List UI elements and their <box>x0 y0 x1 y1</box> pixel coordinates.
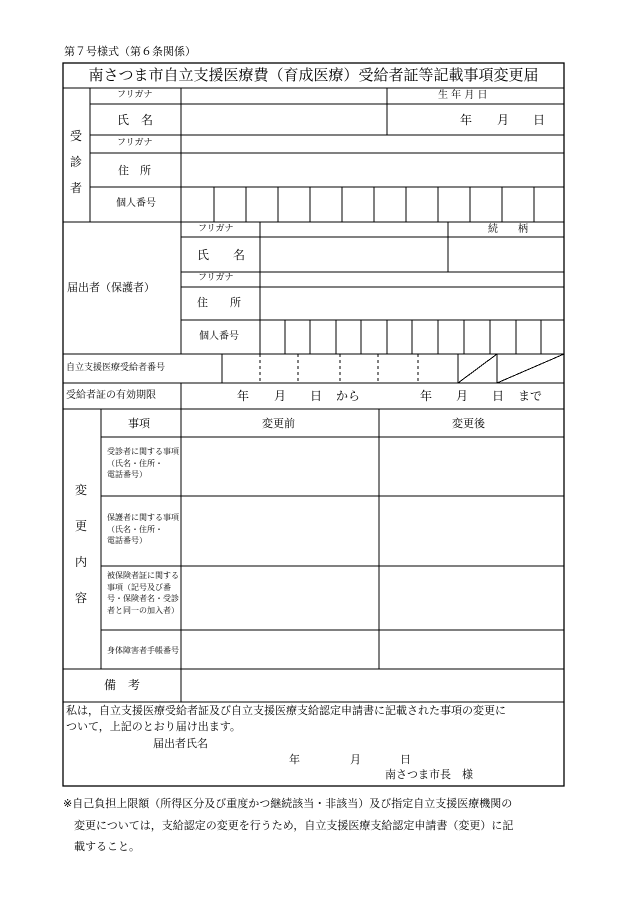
validity-month2: 月 <box>456 389 469 403</box>
remarks-field[interactable] <box>182 670 563 701</box>
footnote: ※自己負担上限額（所得区分及び重度かつ継続該当・非該当）及び指定自立支援医療機関の 変更については，支給認定の変更を行うため，自立支援医療支給認定申請書（変更）に記 載すること。 <box>63 797 514 853</box>
patient-section-char: 診 <box>70 155 83 169</box>
changes-after-header: 変更後 <box>452 417 485 430</box>
validity-to: まで <box>518 389 543 403</box>
patient-mynumber-label: 個人番号 <box>116 198 156 209</box>
patient-furigana-label: フリガナ <box>117 90 153 100</box>
patient-name-label: 氏 名 <box>117 113 154 127</box>
declaration-line2: ついて，上記のとおり届け出ます。 <box>66 720 241 733</box>
patient-section-char: 者 <box>70 181 83 195</box>
birthdate-header: 生 年 月 日 <box>438 90 488 101</box>
validity-from: から <box>336 389 361 403</box>
applicant-mynumber-label: 個人番号 <box>199 331 239 342</box>
applicant-address-label: 住 所 <box>197 296 241 309</box>
validity-year2: 年 <box>420 389 433 403</box>
change-item-guardian: 保護者に関する事項 （氏名・住所・ 電話番号） <box>107 513 179 545</box>
patient-address-label: 住 所 <box>118 164 151 177</box>
applicant-furigana-label: フリガナ <box>198 224 234 234</box>
validity-label: 受給者証の有効期限 <box>66 390 156 401</box>
date-year-label: 年 <box>289 753 300 766</box>
applicant-section-label: 届出者（保護者） <box>67 281 155 294</box>
changes-section-char: 容 <box>75 591 88 605</box>
change-item-disability: 身体障害者手帳番号 <box>107 646 179 655</box>
birth-month-label: 月 <box>497 113 510 127</box>
changes-section-char: 更 <box>75 519 88 533</box>
validity-month1: 月 <box>274 389 287 403</box>
patient-name-field[interactable] <box>182 105 386 134</box>
patient-address-field[interactable] <box>182 154 563 186</box>
changes-section-char: 変 <box>75 483 88 497</box>
changes-before-header: 変更前 <box>262 417 295 430</box>
remarks-label: 備 考 <box>104 678 141 692</box>
date-month-label: 月 <box>350 753 361 766</box>
validity-day2: 日 <box>492 389 505 403</box>
validity-year1: 年 <box>237 389 250 403</box>
validity-day1: 日 <box>310 389 323 403</box>
date-day-label: 日 <box>400 753 411 766</box>
patient-furigana2-label: フリガナ <box>117 138 153 148</box>
change-after-patient-field[interactable] <box>380 438 563 495</box>
birth-day-label: 日 <box>533 113 546 127</box>
recipient-number-label: 自立支援医療受給者番号 <box>66 363 166 373</box>
applicant-address-field[interactable] <box>261 288 563 319</box>
changes-item-header: 事項 <box>128 417 150 430</box>
form-number: 第７号様式（第６条関係） <box>64 45 196 58</box>
change-item-insurance: 被保険者証に関する 事項（記号及び番 号・保険者名・受診 者と同一の加入者） <box>107 571 179 615</box>
addressee: 南さつま市長 様 <box>385 768 473 781</box>
change-item-patient: 受診者に関する事項 （氏名・住所・ 電話番号） <box>107 447 179 479</box>
changes-section-char: 内 <box>75 555 88 569</box>
birth-year-label: 年 <box>460 113 473 127</box>
applicant-name-label: 氏 名 <box>197 248 246 262</box>
patient-section-char: 受 <box>70 129 83 143</box>
applicant-name-field[interactable] <box>261 238 447 271</box>
change-before-patient-field[interactable] <box>182 438 378 495</box>
form-title: 南さつま市自立支援医療費（育成医療）受給者証等記載事項変更届 <box>88 66 539 84</box>
declaration-line1: 私は，自立支援医療受給者証及び自立支援医療支給認定申請書に記載された事項の変更に <box>66 704 506 717</box>
applicant-relationship-label: 続 柄 <box>488 224 528 235</box>
applicant-name-sign-label: 届出者氏名 <box>153 737 208 750</box>
applicant-furigana2-label: フリガナ <box>198 273 234 283</box>
